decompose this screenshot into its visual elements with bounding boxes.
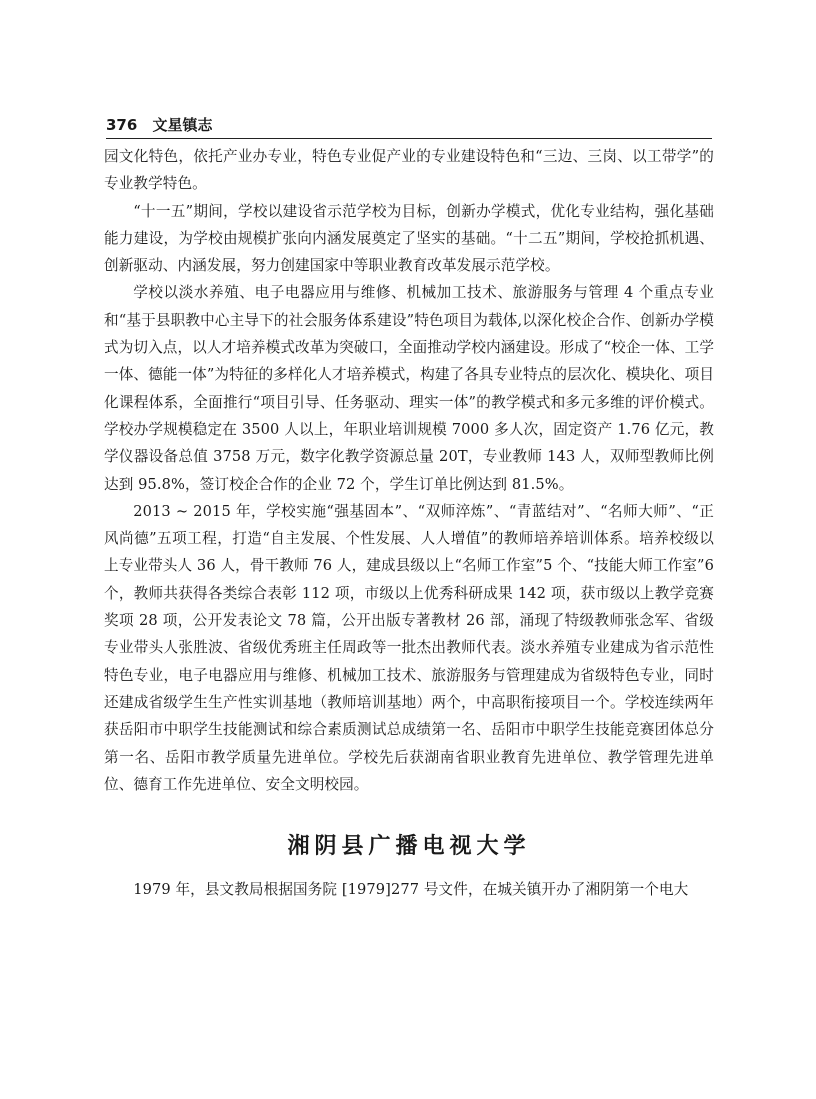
paragraph-continued: 园文化特色，依托产业办专业，特色专业促产业的专业建设特色和“三边、三岗、以工带学”的专业教学特色。 (104, 148, 714, 193)
book-title: 文星镇志 (152, 116, 213, 134)
paragraph-teacher-training: 2013 ~ 2015 年，学校实施“强基固本”、“双师淬炼”、“青蓝结对”、“名师大师”、“正风尚德”五项工程，打造“自主发展、个性发展、人人增值”的教师培养培训体系。培养校级以上专业带头人 36 人，骨干教师 76 人，建成县级以上“名师工作室”5 个、“技能大师工作室”6 个，教师共获得各类综合表彰 112 项，市级以上优秀科研成果 142 项，获市级以上教学竞赛奖项 28 项，公开发表论文 78 篇，公开出版专著教材 26 部，涌现了特级教师张念军、省级专业带头人张胜波、省级优秀班主任周政等一批杰出教师代表。淡水养殖专业建成为省示范性特色专业，电子电器应用与维修、机械加工技术、旅游服务与管理建成为省级特色专业，同时还建成省级学生生产性实训基地（教师培训基地）两个，中高职衔接项目一个。学校连续两年获岳阳市中职学生技能测试和综合素质测试总成绩第一名、岳阳市中职学生技能竞赛团体总分第一名、岳阳市教学质量先进单位。学校先后获湖南省职业教育先进单位、教学管理先进单位、德育工作先进单位、安全文明校园。 (104, 502, 714, 793)
paragraph-five-year-plans: “十一五”期间，学校以建设省示范学校为目标，创新办学模式，优化专业结构，强化基础能力建设，为学校由规模扩张向内涵发展奠定了坚实的基础。“十二五”期间，学校抢抓机遇、创新驱动、内涵发展，努力创建国家中等职业教育改革发展示范学校。 (104, 202, 714, 275)
running-header (106, 114, 712, 139)
section-title: 湘阴县广播电视大学 (287, 834, 531, 860)
paragraph-key-majors: 学校以淡水养殖、电子电器应用与维修、机械加工技术、旅游服务与管理 4 个重点专业和“基于县职教中心主导下的社会服务体系建设”特色项目为载体,以深化校企合作、创新办学模式为切入点，以人才培养模式改革为突破口，全面推动学校内涵建设。形成了“校企一体、工学一体、德能一体”为特征的多样化人才培养模式，构建了各具专业特点的层次化、模块化、项目化课程体系，全面推行“项目引导、任务驱动、理实一体”的教学模式和多元多维的评价模式。学校办学规模稳定在 3500 人以上，年职业培训规模 7000 多人次，固定资产 1.76 亿元，教学仪器设备总值 3758 万元，数字化教学资源总量 20T，专业教师 143 人，双师型教师比例达到 95.8%，签订校企合作的企业 72 个，学生订单比例达到 81.5%。 (104, 284, 715, 493)
page-number: 376 (106, 116, 138, 134)
page-body (104, 143, 714, 903)
section-first-paragraph: 1979 年，县文教局根据国务院 [1979]277 号文件，在城关镇开办了湘阴第一个电大 (133, 881, 689, 899)
